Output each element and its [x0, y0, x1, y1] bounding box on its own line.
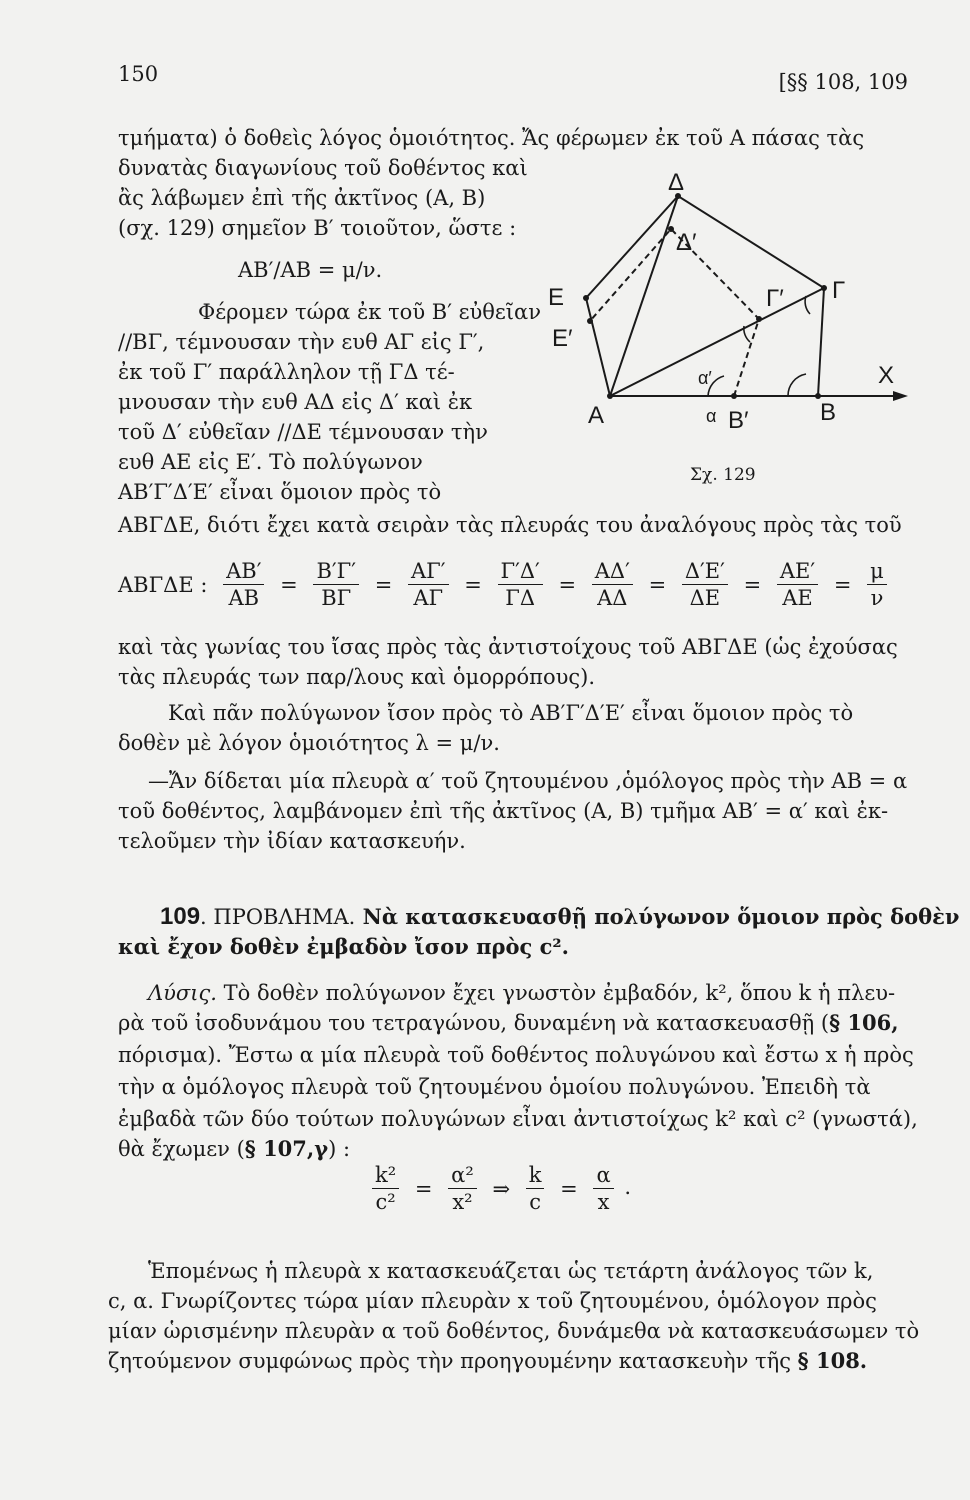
- figure-caption: Σχ. 129: [690, 465, 756, 485]
- conclusion-line-3: μίαν ὡρισμένην πλευρὰν α τοῦ δοθέντος, δυνάμεθα νὰ κατασκευάσωμεν τὸ: [108, 1319, 920, 1343]
- fraction-7: $\frac{AE'}{AE}$: [777, 558, 818, 611]
- fraction-3: $\frac{A\Gamma'}{A\Gamma}$: [408, 558, 449, 611]
- fraction-8: $\frac{\mu}{\nu}$: [867, 558, 887, 611]
- every-line-2: δοθὲν μὲ λόγον ὁμοιότητος λ = μ/ν.: [118, 731, 500, 755]
- formula-fraction-3: $\frac{k}{c}$: [526, 1162, 545, 1215]
- equals-5: =: [648, 572, 667, 597]
- label-b: Β: [820, 399, 837, 426]
- intro-line-3: ἂς λάβωμεν ἐπὶ τῆς ἀκτῖνος (Α, Β): [118, 186, 486, 210]
- fraction-1: $\frac{AB'}{AB}$: [223, 558, 264, 611]
- problem-statement-b: καὶ ἔχον δοθὲν ἐμβαδὸν ἴσον πρὸς c².: [118, 934, 569, 959]
- ref-107: § 107,γ: [244, 1136, 329, 1161]
- solution-line-5: ἐμβαδὰ τῶν δύο τούτων πολυγώνων εἶναι ἀντιστοίχως k² καὶ c² (γνωστά),: [118, 1107, 918, 1131]
- given-side-line-1: —Ἄν δίδεται μία πλευρὰ α′ τοῦ ζητουμένου ,ὁμόλογος πρὸς τὴν ΑΒ = α: [148, 769, 908, 793]
- proportion-prefix: ΑΒΓΔΕ :: [118, 572, 208, 597]
- conclusion-line-2: c, α. Γνωρίζοντες τώρα μίαν πλευρὰν x τοῦ ζητουμένου, ὁμόλογον πρὸς: [108, 1289, 877, 1313]
- fraction-4: $\frac{\Gamma'\Delta'}{\Gamma\Delta}$: [498, 558, 543, 611]
- intro-line-1: τμήματα) ὁ δοθεὶς λόγος ὁμοιότητος. Ἄς φέρωμεν ἐκ τοῦ Α πάσας τὰς: [118, 126, 865, 150]
- ratio-definition: ΑΒ′/ΑΒ = μ/ν.: [238, 258, 383, 282]
- equals-4: =: [558, 572, 577, 597]
- label-g: Γ: [832, 277, 846, 304]
- section-reference: [§§ 108, 109: [778, 70, 908, 94]
- formula-fraction-2: $\frac{\text{α²}}{\text{x²}}$: [448, 1162, 477, 1215]
- intro-line-2: δυνατὰς διαγωνίους τοῦ δοθέντος καὶ: [118, 156, 528, 180]
- given-side-line-3: τελοῦμεν τὴν ἰδίαν κατασκευήν.: [118, 829, 466, 853]
- construction-line-1: Φέρομεν τώρα ἐκ τοῦ Β′ εὐθεῖαν: [198, 300, 541, 324]
- formula-equals-2: =: [560, 1176, 578, 1201]
- formula-implies: ⇒: [492, 1176, 511, 1201]
- solution-line-3: πόρισμα). Ἔστω α μία πλευρὰ τοῦ δοθέντος πολυγώνου καὶ ἔστω x ἡ πρὸς: [118, 1043, 914, 1067]
- solution-line-1: Λύσις. Τὸ δοθὲν πολύγωνον ἔχει γνωστὸν ἐμβαδόν, k², ὅπου k ἡ πλευ-: [148, 981, 896, 1005]
- fraction-6: $\frac{\Delta'E'}{\Delta E}$: [682, 558, 728, 611]
- given-side-line-2: τοῦ δοθέντος, λαμβάνομεν ἐπὶ τῆς ἀκτῖνος (Α, Β) τμῆμα ΑΒ′ = α′ καὶ ἐκ-: [118, 799, 889, 823]
- formula-fraction-1: $\frac{\text{k²}}{\text{c²}}$: [372, 1162, 399, 1215]
- construction-line-4: μνουσαν τὴν ευθ ΑΔ εἰς Δ′ καὶ ἐκ: [118, 390, 473, 414]
- point-dp: [668, 226, 674, 232]
- label-d: Δ: [668, 169, 685, 196]
- conclusion-line-1: Ἑπομένως ἡ πλευρὰ x κατασκευάζεται ὡς τετάρτη ἀνάλογος τῶν k,: [148, 1259, 874, 1283]
- angle-arc-b: [788, 374, 806, 396]
- label-bp: Β′: [728, 407, 749, 434]
- point-g: [821, 285, 827, 291]
- equals-3: =: [464, 572, 482, 597]
- label-ep: Ε′: [552, 325, 573, 352]
- area-formula: [368, 1162, 631, 1215]
- construction-line-8: ΑΒΓΔΕ, διότι ἔχει κατὰ σειρὰν τὰς πλευράς του ἀναλόγους πρὸς τὰς τοῦ: [118, 513, 902, 537]
- construction-line-2: //ΒΓ, τέμνουσαν τὴν ευθ ΑΓ εἰς Γ′,: [118, 330, 485, 354]
- figure-129: [548, 169, 918, 498]
- construction-line-5: τοῦ Δ′ εὐθεῖαν //ΔΕ τέμνουσαν τὴν: [118, 420, 488, 444]
- fraction-2: $\frac{B'\Gamma'}{B\Gamma}$: [313, 558, 359, 611]
- proportion-equation: [118, 558, 891, 611]
- solution-word: Λύσις.: [148, 981, 217, 1005]
- fraction-5: $\frac{A\Delta'}{A\Delta}$: [592, 558, 633, 611]
- problem-title: [160, 902, 960, 932]
- formula-end: .: [624, 1175, 632, 1199]
- label-dp: Δ′: [676, 229, 697, 256]
- formula-fraction-4: $\frac{\alpha}{x}$: [593, 1162, 613, 1215]
- equals-2: =: [374, 572, 393, 597]
- formula-equals-1: =: [414, 1176, 433, 1201]
- point-e: [583, 295, 589, 301]
- construction-line-6: ευθ ΑΕ εἰς Ε′. Τὸ πολύγωνον: [118, 450, 423, 474]
- label-a-small: α: [706, 406, 717, 426]
- intro-line-4: (σχ. 129) σημεῖον Β′ τοιοῦτον, ὥστε :: [118, 216, 517, 240]
- ref-106: § 106,: [829, 1010, 899, 1035]
- equals-6: =: [743, 572, 762, 597]
- angle-arc-g: [805, 296, 810, 314]
- solution-line-6: θὰ ἔχωμεν (§ 107,γ) :: [118, 1136, 351, 1161]
- equals-1: =: [280, 572, 298, 597]
- angles-line-1: καὶ τὰς γωνίας του ἴσας πρὸς τὰς ἀντιστοίχους τοῦ ΑΒΓΔΕ (ὡς ἐχούσας: [118, 635, 898, 659]
- problem-number: 109: [160, 903, 201, 930]
- solution-line-4: τὴν α ὁμόλογος πλευρὰ τοῦ ζητουμένου ὁμοίου πολυγώνου. Ἐπειδὴ τὰ: [118, 1075, 871, 1099]
- point-ep: [587, 318, 593, 324]
- ref-108: § 108.: [797, 1348, 868, 1373]
- page-number: 150: [118, 62, 159, 86]
- problem-label: . ΠΡΟΒΛΗΜΑ.: [200, 905, 356, 929]
- problem-statement-a: Νὰ κατασκευασθῇ πολύγωνον ὅμοιον πρὸς δοθὲν: [355, 904, 960, 929]
- conclusion-line-4: ζητούμενον συμφώνως πρὸς τὴν προηγουμένην κατασκευὴν τῆς § 108.: [108, 1348, 868, 1373]
- angles-line-2: τὰς πλευράς των παρ/λους καὶ ὁμορρόπους).: [118, 665, 596, 689]
- every-line-1: Καὶ πᾶν πολύγωνον ἴσον πρὸς τὸ ΑΒ′Γ′Δ′Ε′ εἶναι ὅμοιον πρὸς τὸ: [168, 701, 854, 725]
- label-e: Ε: [548, 284, 565, 311]
- construction-line-7: ΑΒ′Γ′Δ′Ε′ εἶναι ὅμοιον πρὸς τὸ: [118, 480, 442, 504]
- point-gp: [756, 316, 762, 322]
- label-x: Χ: [878, 362, 895, 389]
- label-ap-small: α′: [698, 368, 712, 388]
- construction-line-3: ἐκ τοῦ Γ′ παράλληλον τῇ ΓΔ τέ-: [118, 360, 455, 384]
- polygon-abgde: [586, 196, 824, 396]
- point-bp: [731, 393, 737, 399]
- arrow-head: [893, 391, 908, 401]
- solution-line-2: ρὰ τοῦ ἰσοδυνάμου του τετραγώνου, δυναμένη νὰ κατασκευασθῇ (§ 106,: [118, 1010, 899, 1035]
- label-gp: Γ′: [766, 285, 784, 312]
- equals-7: =: [833, 572, 852, 597]
- polygon-inner: [590, 229, 759, 396]
- label-a: Α: [588, 402, 605, 429]
- point-a: [607, 393, 613, 399]
